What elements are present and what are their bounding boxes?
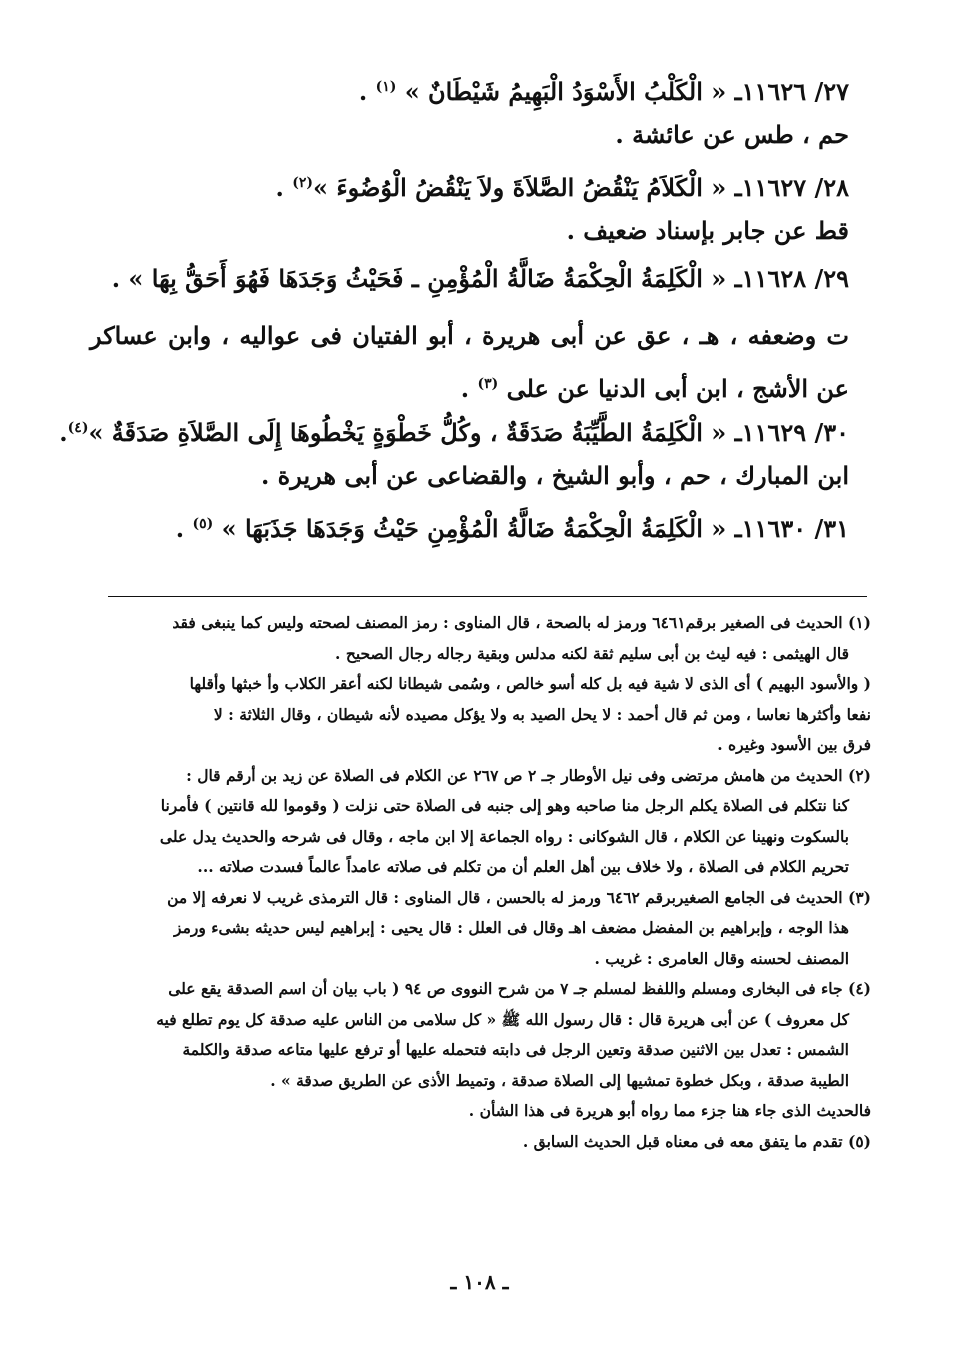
footnote-4: (٤) جاء فى البخارى ومسلم واللفظ لمسلم جـ ٧ من شرح النووى ص ٩٤ ( باب بيان أن اسم الصدقة يقع على كل معروف ) عن أبى هريرة قال : قال رسول الله ﷺ « كل سلامى من الناس عليه صدقة كل يوم تطلع فيه الشمس : تعدل بين الاثنين صدقة وتعين الرجل فى دابته فتحمله عليها أو ترفع عليها متاعه صدقة والكلمة الطيبة صدقة ، وبكل خطوة تمشيها إلى الصلاة صدقة ، وتميط الأذى عن الطريق صدقة » . [156, 979, 871, 1090]
footnote-1-explanation: ( والأسود البهيم ) أى الذى لا شية فيه بل كله أسو خالص ، وسُمى شيطانا لكنه أعقر الكلاب وأ خبثها وأقلها نفعا وأكثرها نعاسا ، ومن ثم قال أحمد : لا يحل الصيد به ولا يؤكل مصيده لأنه شيطان ، وقال الثلاثة : لا فرق بين الأسود وغيره . [189, 674, 871, 754]
footnotes [92, 608, 871, 1157]
footnote-separator [108, 596, 867, 597]
footnote-2: (٢) الحديث من هامش مرتضى وفى نيل الأوطار جـ ٢ ص ٢٦٧ عن الكلام فى الصلاة عن زيد بن أرقم قال : كنا نتكلم فى الصلاة يكلم الرجل منا صاحبه وهو إلى جنبه فى الصلاة حتى نزلت ( وقوموا لله قانتين ) فأمرنا بالسكوت ونهينا عن الكلام ، قال الشوكانى : رواه الجماعة إلا ابن ماجه ، وقال فى شرحه والحديث يدل على تحريم الكلام فى الصلاة ، ولا خلاف بين أهل العلم أن من تكلم فى صلاته عامداً عالماً فسدت صلاته ... [159, 765, 871, 876]
hadith-30: ٣٠/ ١١٦٢٩ـ « الْكَلِمَةُ الطَّيِّبَةُ صَدَقَةٌ ، وكُلُّ خَطْوَةٍ يَخْطُوهَا إِلَى الصَّلاَةِ صَدَقَةٌ »$^{(٤)}$. [59, 418, 849, 447]
footnote-ref-4[interactable]: (٤) [67, 420, 89, 436]
hadith-29: ٢٩/ ١١٦٢٨ـ « الْكَلِمَةُ الْحِكْمَةُ ضَالَّةُ الْمُؤْمِنِ ـ فَحَيْثُ وَجَدَهَا فَهُوَ أَحَقُّ بِهَا » . [111, 264, 849, 293]
hadith-31: ٣١/ ١١٦٣٠ـ « الْكَلِمَةُ الْحِكْمَةُ ضَالَّةُ الْمُؤْمِنِ حَيْثُ وَجَدَهَا جَذَبَهَا » $^{(٥)}$ . [175, 514, 849, 543]
source-29: ت وضعفه ، هـ ، عق عن أبى هريرة ، أبو الفتيان فى عواليه ، وابن عساكر عن الأشج ، ابن أبى الدنيا عن على $^{(٣)}$ . [90, 321, 849, 403]
hadith-27: ٢٧/ ١١٦٢٦ـ « الْكَلْبُ الأَسْوَدُ الْبَهِيمُ شَيْطَانٌ » $^{(١)}$ . [358, 77, 849, 106]
footnote-ref-3[interactable]: (٣) [477, 376, 499, 392]
page-number: ـ ١٠٨ ـ [450, 1270, 509, 1294]
hadith-28: ٢٨/ ١١٦٢٧ـ « الْكَلاَمُ يَنْقُضُ الصَّلاَةَ ولاَ يَنْقُضُ الْوُضُوءَ »$^{(٢)}$ . [275, 173, 849, 202]
source-30: ابن المبارك ، حم ، وأبو الشيخ ، والقضاعى عن أبى هريرة . [260, 461, 849, 490]
source-28: قط عن جابر بإسناد ضعيف . [566, 216, 849, 245]
footnote-3: (٣) الحديث فى الجامع الصغيربرقم ٦٤٦٢ ورمز له بالحسن ، قال المناوى : قال الترمذى غريب لا نعرفه إلا من هذا الوجه ، وإبراهيم بن المفضل مضعف اهـ وقال فى العلل : قال يحيى : إبراهيم ليس حديثه بشىء ورمز المصنف لحسنه وقال العامرى : غريب . [167, 887, 871, 968]
source-27: حم ، طس عن عائشة . [615, 120, 849, 149]
footnote-5: (٥) تقدم ما يتفق معه فى معناه قبل الحديث السابق . [522, 1131, 871, 1151]
footnote-ref-1[interactable]: (١) [375, 79, 397, 95]
main-text [59, 72, 849, 557]
footnote-1: (١) الحديث فى الصغير برقم٦٤٦١ ورمز له بالصحة ، قال المناوى : رمز المصنف لصحته وليس كما ينبغى فقد قال الهيثمى : فيه ليث بن أبى سليم ثقة لكنه مدلس وبقية رجاله رجال الصحيح . [172, 613, 871, 663]
footnote-4-summary: فالحديث الذى جاء هنا جزء مما رواه أبو هريرة فى هذا الشأن . [468, 1101, 871, 1120]
footnote-ref-2[interactable]: (٢) [292, 175, 314, 191]
footnote-ref-5[interactable]: (٥) [192, 516, 214, 532]
